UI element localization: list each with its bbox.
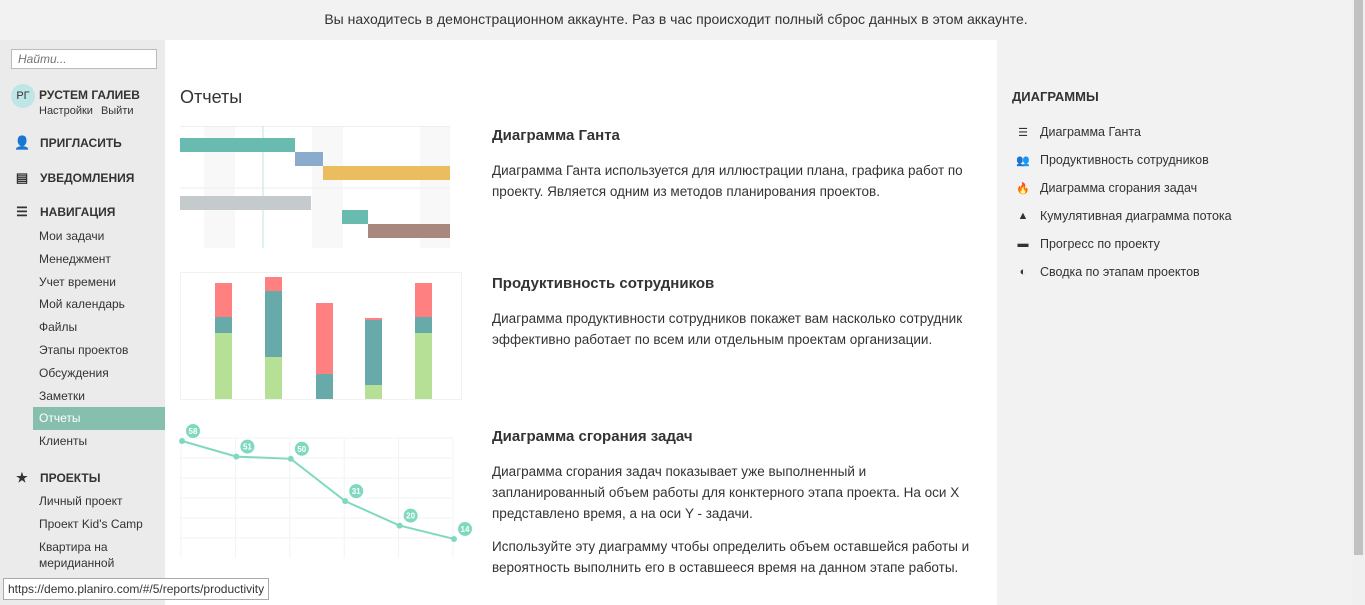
folder-icon: ▬: [1017, 238, 1029, 250]
star-icon: ★: [16, 470, 28, 485]
search-input[interactable]: [11, 49, 157, 69]
report-description: Диаграмма сгорания задач показывает уже выполненный и запланированный объем работы для конктерного этапа проекта. На оси X представлено время, а на оси Y - задачи.: [492, 464, 960, 521]
pie-icon: ◐: [1019, 266, 1027, 278]
burndown-point: [342, 498, 348, 504]
chart-link-burndown[interactable]: [1016, 174, 1232, 202]
burndown-point: [397, 523, 403, 529]
nav-item-files[interactable]: Файлы: [39, 320, 78, 335]
chart-link-label: Прогресс по проекту: [1040, 237, 1160, 251]
project-item[interactable]: Проект Kid's Camp: [39, 516, 143, 531]
report-description: Диаграмма продуктивности сотрудников покажет вам насколько сотрудник эффективно работает по всем или отдельным проектам организации.: [492, 311, 963, 347]
report-title[interactable]: Диаграмма сгорания задач: [492, 428, 693, 445]
report-title[interactable]: Диаграмма Ганта: [492, 127, 620, 144]
chart-link-label: Диаграмма Ганта: [1040, 125, 1141, 139]
sidebar: [0, 40, 165, 605]
users-icon: 👥: [1016, 154, 1030, 167]
link-url-tooltip: https://demo.planiro.com/#/5/reports/productivity: [3, 578, 269, 600]
add-user-icon: 👤: [14, 135, 31, 150]
notifications-button[interactable]: [14, 170, 134, 186]
burndown-label: 58: [188, 427, 198, 436]
notifications-label: УВЕДОМЛЕНИЯ: [40, 171, 135, 185]
gantt-icon: ☰: [1018, 126, 1028, 139]
burndown-point: [179, 438, 185, 444]
burndown-label: 51: [242, 442, 252, 452]
report-description: Диаграмма Ганта используется для иллюстрации плана, графика работ по проекту. Является одним из методов планирования проектов.: [492, 163, 963, 199]
nav-item-reports[interactable]: Отчеты: [33, 407, 165, 430]
chart-link-label: Продуктивность сотрудников: [1040, 153, 1209, 167]
burndown-thumbnail[interactable]: [180, 420, 470, 562]
nav-item-management[interactable]: Менеджмент: [39, 251, 111, 266]
report-burndown: [492, 428, 982, 590]
page-title: Отчеты: [180, 87, 243, 107]
burndown-label: 31: [351, 487, 361, 497]
burndown-point: [288, 456, 294, 462]
scrollbar-thumb[interactable]: [1354, 0, 1363, 555]
archive-icon: ▤: [15, 170, 29, 185]
avatar[interactable]: РГ: [11, 84, 35, 108]
invite-label: ПРИГЛАСИТЬ: [40, 136, 122, 150]
fire-icon: 🔥: [1016, 182, 1030, 195]
projects-label: ПРОЕКТЫ: [40, 471, 101, 485]
menu-icon: ☰: [16, 204, 28, 219]
logout-link[interactable]: Выйти: [100, 105, 134, 117]
chart-link-label: Диаграмма сгорания задач: [1040, 181, 1198, 195]
projects-header[interactable]: [14, 470, 101, 486]
report-productivity: [492, 275, 982, 362]
project-list: [33, 490, 165, 572]
productivity-thumbnail[interactable]: [180, 272, 462, 400]
charts-title: ДИАГРАММЫ: [1012, 89, 1099, 104]
nav-item-stages[interactable]: Этапы проектов: [39, 342, 129, 357]
chart-link-cumulative[interactable]: [1016, 202, 1232, 230]
navigation-header[interactable]: [14, 204, 115, 220]
burndown-point: [451, 536, 457, 542]
main-content: [165, 40, 997, 605]
navigation-label: НАВИГАЦИЯ: [40, 205, 116, 219]
nav-item-time[interactable]: Учет времени: [39, 274, 116, 289]
burndown-line: [182, 441, 454, 539]
report-title[interactable]: Продуктивность сотрудников: [492, 275, 715, 292]
chart-link-stages[interactable]: [1016, 258, 1232, 286]
nav-item-my-tasks[interactable]: Мои задачи: [39, 229, 105, 243]
nav-item-calendar[interactable]: Мой календарь: [39, 297, 125, 312]
report-gantt: [492, 127, 982, 214]
burndown-label: 20: [406, 511, 416, 521]
invite-button[interactable]: [14, 135, 122, 151]
nav-item-discussions[interactable]: Обсуждения: [39, 365, 109, 380]
project-item[interactable]: Личный проект: [39, 494, 123, 508]
chart-link-productivity[interactable]: [1016, 146, 1232, 174]
chart-link-label: Сводка по этапам проектов: [1040, 265, 1200, 279]
nav-list: [33, 225, 165, 453]
gantt-thumbnail[interactable]: [180, 126, 450, 248]
chart-link-label: Кумулятивная диаграмма потока: [1040, 209, 1232, 223]
nav-item-clients[interactable]: Клиенты: [39, 434, 88, 449]
report-description: Используйте эту диаграмму чтобы определить объем оставшейся работы и вероятность выполнить его в оставшееся время на данном этапе работы.: [492, 539, 970, 575]
chart-link-progress[interactable]: [1016, 230, 1232, 258]
scrollbar[interactable]: [1352, 0, 1365, 605]
nav-item-notes[interactable]: Заметки: [39, 388, 85, 403]
project-item[interactable]: Квартира на меридианной: [39, 539, 115, 570]
settings-link[interactable]: Настройки: [39, 105, 93, 117]
demo-banner: Вы находитесь в демонстрационном аккаунте. Раз в час происходит полный сброс данных в этом аккаунте.: [0, 0, 1352, 40]
charts-panel: [997, 40, 1352, 605]
chart-link-gantt[interactable]: [1016, 118, 1232, 146]
area-chart-icon: ▲: [1017, 210, 1029, 222]
burndown-label: 14: [460, 524, 470, 534]
user-name[interactable]: РУСТЕМ ГАЛИЕВ: [39, 88, 140, 102]
burndown-label: 50: [297, 444, 307, 454]
burndown-point: [233, 454, 239, 460]
